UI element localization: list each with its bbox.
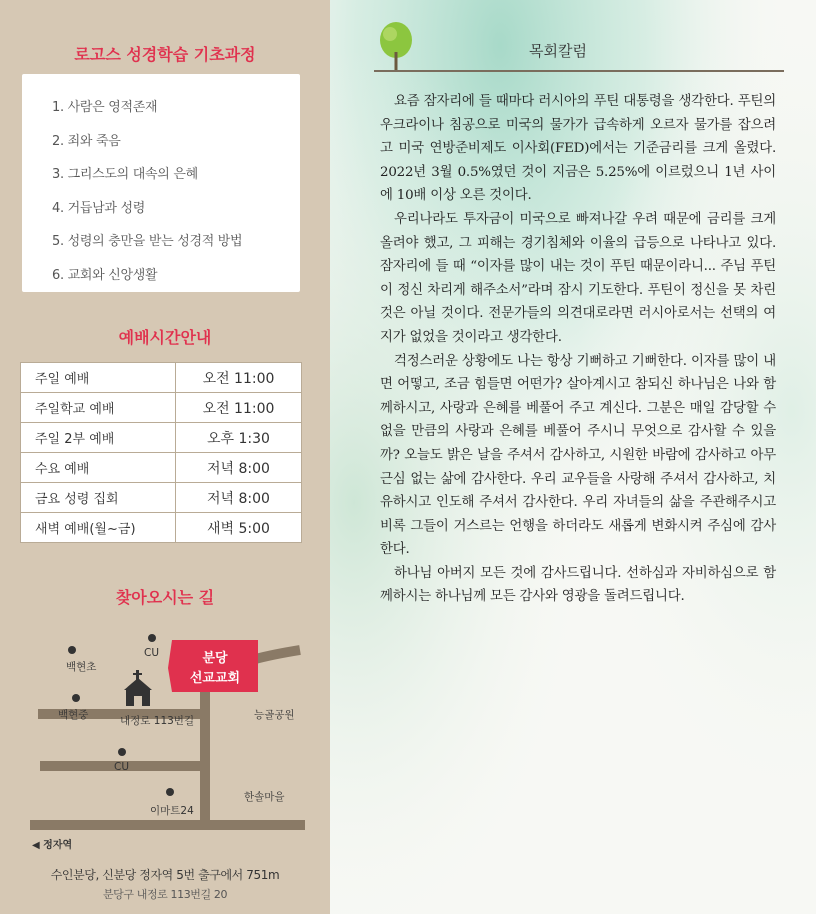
column-title-rule [374, 70, 784, 72]
location-dot [166, 788, 174, 796]
course-title: 로고스 성경학습 기초과정 [74, 45, 256, 64]
tree-icon [374, 18, 418, 72]
list-item: 6. 교회와 신앙생활 [52, 267, 158, 283]
location-dot [148, 634, 156, 642]
service-time: 저녁 8:00 [175, 452, 302, 483]
service-time: 오전 11:00 [175, 392, 302, 423]
pastor-column-panel [330, 0, 816, 914]
column-article [380, 90, 776, 609]
church-label-line1: 분당 [202, 651, 228, 666]
table-row [20, 452, 302, 483]
service-time: 오후 1:30 [175, 422, 302, 453]
address-line-2: 분당구 내정로 113번길 20 [102, 888, 228, 901]
list-item: 5. 성령의 충만을 받는 성경적 방법 [52, 234, 243, 249]
location-dot [118, 748, 126, 756]
schedule-title: 예배시간안내 [118, 328, 212, 347]
list-item: 1. 사람은 영적존재 [52, 100, 158, 115]
map-label-station: ◀ 정자역 [32, 840, 73, 851]
map-label-hansol: 한솔마을 [244, 791, 285, 803]
service-time: 저녁 8:00 [175, 482, 302, 513]
service-name: 주일 예배 [20, 362, 175, 393]
map-label-road: 내정로 113번길 [120, 715, 195, 727]
directions-map [0, 620, 330, 860]
table-row [20, 482, 302, 513]
map-label-baekhyeon-elem: 백현초 [66, 661, 97, 673]
map-label-cu-top: CU [144, 647, 160, 659]
left-panel [0, 0, 330, 914]
paragraph: 걱정스러운 상황에도 나는 항상 기뻐하고 기뻐한다. 이자를 많이 내면 어떻고, 조금 힘들면 어떤가? 살아계시고 참되신 하나님은 나와 함께하시고, 사랑과 은혜를 베풀어 주고 계신다. 그분은 매일 감당할 수 없을 만큼의 사랑과 은혜를 베풀어 주시니 무엇으로 감사할 수 있을까? 오늘도 밝은 날을 주셔서 감사하고, 시원한 바람에 감사하고 아무 근심 없는 삶에 감사한다. 우리 교우들을 사랑해 주셔서 감사하고, 치유하시고 인도해 주셔서 감사한다. 우리 자녀들의 삶을 주관해주시고 비록 그들이 거스르는 언행을 하더라도 새롭게 변화시켜 주심에 감사한다. [380, 353, 776, 558]
service-name: 주일 2부 예배 [20, 422, 175, 453]
table-row [20, 422, 302, 453]
service-name: 수요 예배 [20, 452, 175, 483]
column-title: 목회칼럼 [529, 42, 587, 60]
directions-title: 찾아오시는 길 [115, 588, 215, 607]
course-box [22, 74, 300, 292]
service-time: 새벽 5:00 [175, 512, 302, 543]
list-item: 3. 그리스도의 대속의 은혜 [52, 167, 198, 182]
church-label-line2: 선교교회 [189, 671, 241, 686]
table-row [20, 392, 302, 423]
list-item: 4. 거듭남과 성령 [52, 200, 146, 216]
service-time: 오전 11:00 [175, 362, 302, 393]
course-list [22, 74, 300, 297]
service-name: 금요 성령 집회 [20, 482, 175, 513]
paragraph: 하나님 아버지 모든 것에 감사드립니다. 선하심과 자비하심으로 함께하시는 하나님께 모든 감사와 영광을 돌려드립니다. [380, 565, 776, 605]
service-name: 주일학교 예배 [20, 392, 175, 423]
map-label-emart: 이마트24 [150, 805, 194, 817]
schedule-table [20, 362, 302, 543]
table-row [20, 362, 302, 393]
church-icon [124, 670, 152, 706]
location-dot [72, 694, 80, 702]
list-item: 2. 죄와 죽음 [52, 133, 121, 149]
map-label-neunggol: 능골공원 [254, 709, 295, 721]
paragraph: 우리나라도 투자금이 미국으로 빠져나갈 우려 때문에 금리를 크게 올려야 했고, 그 피해는 경기침체와 이율의 급등으로 나타나고 있다. 잠자리에 들 때 “이자를 많이 내는 것이 푸틴 때문이라니... 주님 푸틴이 정신 차리게 해주소서”라며 잠시 기도한다. 푸틴이 정신을 못 차린 것은 아닐 것이다. 전문가들의 의견대로라면 러시아로서는 선택의 여지가 없었을 것이라고 생각한다. [380, 211, 776, 345]
address-line-1: 수인분당, 신분당 정자역 5번 출구에서 751m [50, 868, 280, 882]
paragraph: 요즘 잠자리에 들 때마다 러시아의 푸틴 대통령을 생각한다. 푸틴의 우크라이나 침공으로 미국의 물가가 급속하게 오르자 물가를 잡으려고 미국 연방준비제도 이사회(FED)에서는 기준금리를 크게 올렸다. 2022년 3월 0.5%였던 것이 지금은 5.25%에 이르렀으니 1년 사이에 10배 이상 오른 것이다. [380, 94, 776, 204]
service-name: 새벽 예배(월~금) [20, 512, 175, 543]
table-row [20, 512, 302, 543]
map-label-cu-bottom: CU [114, 761, 130, 773]
location-dot [68, 646, 76, 654]
map-label-baekhyeon-mid: 백현중 [58, 709, 89, 721]
